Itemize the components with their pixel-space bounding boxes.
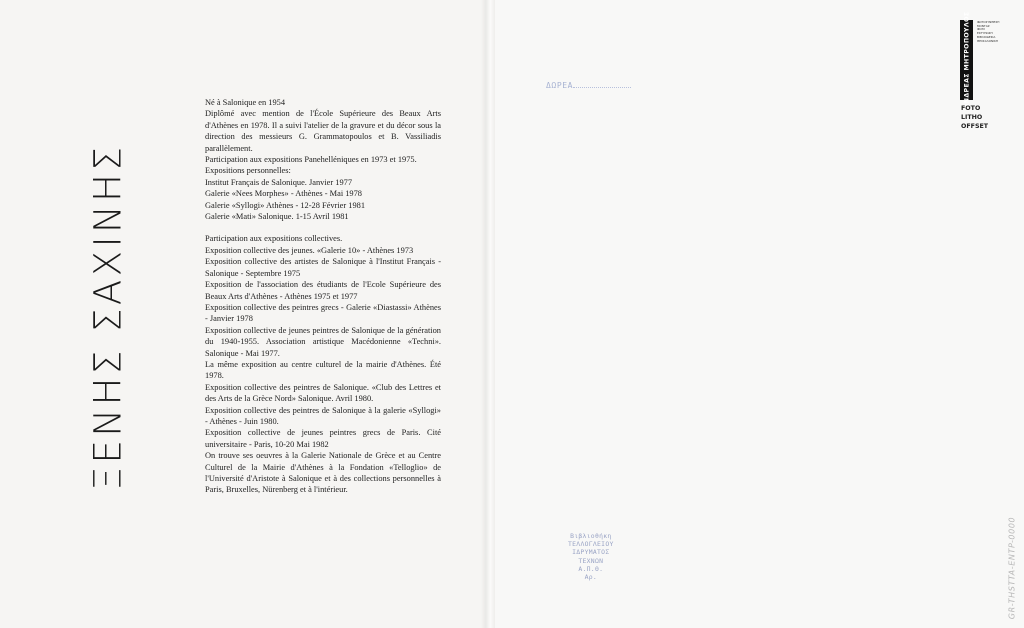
artist-name-vertical (86, 92, 130, 542)
publisher-detail-line: ΜΟΝΤΑΖ (977, 24, 990, 28)
bio-line: Exposition collective des peintres grecs - Galerie «Diastassi» Athènes - Janvier 1978 (205, 302, 441, 324)
publisher-detail-line: ΕΚΤΥΠΩΣΗ (977, 32, 993, 36)
donation-stamp (546, 81, 631, 90)
artist-biography (205, 97, 441, 496)
bio-line: Galerie «Nees Morphes» - Athènes - Mai 1978 (205, 189, 362, 199)
bio-line: Exposition collective de jeunes peintres grecs de Paris. Cité universitaire - Paris, 10-20 Mai 1982 (205, 428, 441, 449)
publisher-logo-line: LITHO (961, 114, 983, 121)
publisher-detail-line: ΦΙΛΜ (977, 28, 985, 32)
archive-reference-text: GR-THSTTA-ENTP-0000 (1007, 516, 1017, 620)
bio-spacer (205, 222, 441, 233)
publisher-logo-line: FOTO (961, 105, 981, 112)
donation-dotted-line (573, 87, 631, 88)
bio-line: On trouve ses oeuvres à la Galerie Nationale de Grèce et au Centre Culturel de la Mairie d'Athènes à la Fondation «Telloglio» de l'Université d'Aristote à Salonique et à des collections personnelles à Paris, Bruxelles, Nürenberg et à l'intérieur. (205, 451, 441, 495)
archive-reference (1005, 518, 1019, 618)
publisher-details (977, 21, 1004, 43)
bio-line: Exposition collective des jeunes. «Galerie 10» - Athènes 1973 (205, 245, 414, 255)
publisher-detail-line: ΦΩΤΟΣΥΝΘΕΣΗ (977, 21, 1000, 24)
center-fold (481, 0, 495, 628)
bio-line: Exposition collective de jeunes peintres de Salonique de la génération du 1940-1955. Association artistique Macédonienne «Techni». Salonique - Mai 1977. (205, 325, 441, 358)
library-stamp (568, 532, 614, 581)
publisher-logo-line: OFFSET (961, 123, 989, 130)
bio-line: Institut Français de Salonique. Janvier 1977 (205, 177, 353, 187)
bio-line: Exposition de l'association des étudiants de l'Ecole Supérieure des Beaux Arts d'Athènes - Athènes 1975 et 1977 (205, 280, 441, 301)
bio-line: La même exposition au centre culturel de la mairie d'Athènes. Été 1978. (205, 359, 441, 381)
bio-line: Expositions personnelles: (205, 166, 291, 176)
library-stamp-line: Αρ. (584, 573, 598, 582)
bio-line: Participation aux expositions collectives. (205, 234, 343, 244)
library-stamp-line: Βιβλιοθήκη (570, 532, 612, 540)
library-stamp-line: ΙΔΡΥΜΑΤΟΣ (572, 548, 610, 557)
publisher-band (960, 11, 973, 109)
bio-line: Galerie «Mati» Salonique. 1-15 Avril 1981 (205, 212, 349, 222)
publisher-detail-line: ΘΕΣΣΑΛΟΝΙΚΗ (977, 39, 999, 43)
donation-label: ΔΩΡΕΑ (546, 81, 574, 90)
bio-line: Exposition collective des peintres de Salonique. «Club des Lettres et des Arts de la Grèce Nord» Salonique. Avril 1980. (205, 382, 441, 404)
bio-line: Né à Salonique en 1954 (205, 98, 286, 107)
publisher-name: ΑΝΔΡΕΑΣ ΜΗΤΡΟΠΟΥΛΟΣ (963, 11, 970, 109)
library-stamp-line: ΤΕΧΝΩΝ (578, 556, 604, 565)
bio-line: Galerie «Syllogi» Athènes - 12-28 Février 1981 (205, 200, 366, 210)
artist-name-text: ΞΕΝΗΣ ΣΑΧΙΝΗΣ (86, 143, 130, 491)
library-stamp-line: ΤΕΛΛΟΓΛΕΙΟΥ (568, 540, 614, 549)
bio-line: Diplômé avec mention de l'École Supérieure des Beaux Arts d'Athènes en 1978. Il a suivi l'atelier de la gravure et du décor sous la direction des messieurs G. Grammatopoulos et B. Vassiliadis parallèlement. (205, 109, 441, 153)
bio-line: Participation aux expositions Panehelléniques en 1973 et 1975. (205, 155, 417, 165)
publisher-logo (961, 104, 1001, 131)
library-stamp-line: Α.Π.Θ. (578, 564, 604, 573)
bio-line: Exposition collective des peintres de Salonique à la galerie «Syllogi» - Athènes - Juin 1980. (205, 405, 441, 426)
publisher-detail-line: ΒΙΒΛΙΟΔΕΣΙΑ (977, 35, 996, 39)
bio-line: Exposition collective des artistes de Salonique à l'Institut Français - Salonique - Septembre 1975 (205, 257, 441, 278)
